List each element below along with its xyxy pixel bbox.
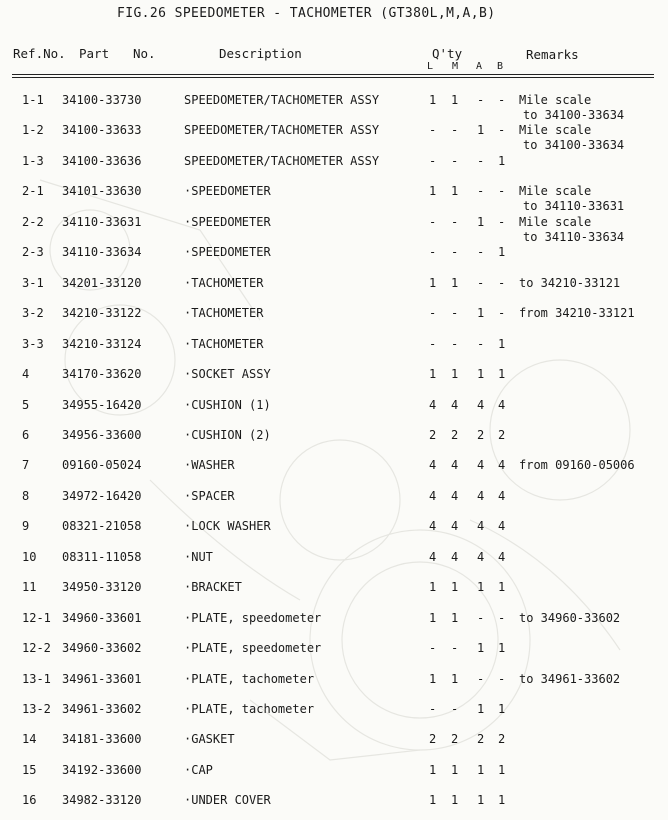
qty-b: 2 [498, 732, 506, 746]
description: ·WASHER [184, 458, 235, 472]
qty-m: 4 [451, 519, 459, 533]
qty-a: - [477, 245, 485, 259]
description: ·LOCK WASHER [184, 519, 271, 533]
header-qty: Q'ty [432, 46, 463, 61]
qty-l: - [429, 245, 437, 259]
qty-m: - [451, 154, 459, 168]
qty-a: - [477, 93, 485, 107]
qty-m: 1 [451, 580, 459, 594]
part-number: 08311-11058 [62, 550, 142, 564]
qty-m: 4 [451, 550, 459, 564]
qty-m: 1 [451, 276, 459, 290]
remark-line: to 34961-33602 [519, 672, 621, 686]
qty-l: 1 [429, 580, 437, 594]
ref-number: 5 [22, 398, 30, 412]
part-number: 34961-33601 [62, 672, 142, 686]
ref-number: 16 [22, 793, 37, 807]
part-number: 34955-16420 [62, 398, 142, 412]
qty-b: 2 [498, 428, 506, 442]
qty-l: 1 [429, 672, 437, 686]
part-number: 34982-33120 [62, 793, 142, 807]
part-number: 34950-33120 [62, 580, 142, 594]
header-qty-l: L [427, 61, 434, 72]
qty-l: 4 [429, 458, 437, 472]
qty-a: 4 [477, 519, 485, 533]
header-ref-no: Ref.No. [13, 46, 66, 61]
part-number: 34192-33600 [62, 763, 142, 777]
description: ·TACHOMETER [184, 276, 264, 290]
qty-l: - [429, 215, 437, 229]
qty-m: 1 [451, 611, 459, 625]
qty-b: - [498, 184, 506, 198]
qty-b: 1 [498, 154, 506, 168]
qty-a: - [477, 611, 485, 625]
part-number: 34100-33636 [62, 154, 142, 168]
qty-l: 1 [429, 763, 437, 777]
description: ·SPACER [184, 489, 235, 503]
qty-l: 2 [429, 428, 437, 442]
qty-a: 2 [477, 428, 485, 442]
part-number: 34110-33631 [62, 215, 142, 229]
description: ·BRACKET [184, 580, 242, 594]
qty-m: - [451, 123, 459, 137]
qty-m: 2 [451, 732, 459, 746]
part-number: 34960-33601 [62, 611, 142, 625]
description: ·SPEEDOMETER [184, 184, 271, 198]
header-qty-a: A [476, 61, 483, 72]
qty-l: - [429, 123, 437, 137]
remark-line: to 34100-33634 [523, 138, 625, 152]
description: SPEEDOMETER/TACHOMETER ASSY [184, 154, 380, 168]
qty-l: - [429, 641, 437, 655]
qty-m: 1 [451, 93, 459, 107]
figure-title: FIG.26 SPEEDOMETER - TACHOMETER (GT380L,M,A,B) [117, 6, 496, 21]
ref-number: 12-1 [22, 611, 51, 625]
qty-a: 1 [477, 215, 485, 229]
part-number: 34181-33600 [62, 732, 142, 746]
qty-l: 4 [429, 398, 437, 412]
qty-m: - [451, 306, 459, 320]
header-part: Part [79, 46, 110, 61]
description: SPEEDOMETER/TACHOMETER ASSY [184, 93, 380, 107]
qty-l: - [429, 337, 437, 351]
qty-a: - [477, 337, 485, 351]
qty-m: 4 [451, 458, 459, 472]
qty-a: 4 [477, 550, 485, 564]
description: ·PLATE, tachometer [184, 672, 315, 686]
ref-number: 12-2 [22, 641, 51, 655]
qty-b: 1 [498, 245, 506, 259]
qty-l: - [429, 306, 437, 320]
qty-a: 1 [477, 641, 485, 655]
description: ·TACHOMETER [184, 337, 264, 351]
description: ·CUSHION (1) [184, 398, 271, 412]
qty-l: 1 [429, 184, 437, 198]
part-number: 34170-33620 [62, 367, 142, 381]
remark-line: Mile scale [519, 215, 592, 229]
qty-b: - [498, 276, 506, 290]
qty-b: 1 [498, 793, 506, 807]
ref-number: 1-1 [22, 93, 44, 107]
qty-b: 1 [498, 337, 506, 351]
part-number: 34210-33122 [62, 306, 142, 320]
qty-l: 1 [429, 367, 437, 381]
part-number: 34100-33633 [62, 123, 142, 137]
part-number: 34961-33602 [62, 702, 142, 716]
qty-l: - [429, 154, 437, 168]
ref-number: 9 [22, 519, 30, 533]
qty-b: 1 [498, 763, 506, 777]
qty-a: 1 [477, 580, 485, 594]
description: ·TACHOMETER [184, 306, 264, 320]
ref-number: 2-2 [22, 215, 44, 229]
qty-a: 1 [477, 763, 485, 777]
part-number: 34201-33120 [62, 276, 142, 290]
ref-number: 1-2 [22, 123, 44, 137]
ref-number: 3-2 [22, 306, 44, 320]
qty-m: - [451, 337, 459, 351]
part-number: 34100-33730 [62, 93, 142, 107]
remark-line: Mile scale [519, 93, 592, 107]
qty-b: 4 [498, 398, 506, 412]
qty-a: 4 [477, 458, 485, 472]
remark-line: to 34100-33634 [523, 108, 625, 122]
ref-number: 3-3 [22, 337, 44, 351]
qty-a: - [477, 184, 485, 198]
description: ·GASKET [184, 732, 235, 746]
part-number: 09160-05024 [62, 458, 142, 472]
qty-a: 1 [477, 367, 485, 381]
ref-number: 15 [22, 763, 37, 777]
qty-b: 4 [498, 550, 506, 564]
qty-l: 1 [429, 276, 437, 290]
qty-l: 1 [429, 93, 437, 107]
part-number: 34956-33600 [62, 428, 142, 442]
qty-m: 1 [451, 367, 459, 381]
header-description: Description [219, 46, 302, 61]
part-number: 34110-33634 [62, 245, 142, 259]
qty-m: - [451, 245, 459, 259]
ref-number: 1-3 [22, 154, 44, 168]
ref-number: 13-2 [22, 702, 51, 716]
qty-b: 4 [498, 519, 506, 533]
qty-m: 1 [451, 793, 459, 807]
description: ·CUSHION (2) [184, 428, 271, 442]
qty-a: 2 [477, 732, 485, 746]
qty-a: - [477, 276, 485, 290]
qty-b: - [498, 93, 506, 107]
part-number: 08321-21058 [62, 519, 142, 533]
qty-b: - [498, 215, 506, 229]
qty-l: 1 [429, 793, 437, 807]
qty-m: - [451, 702, 459, 716]
description: ·PLATE, speedometer [184, 641, 322, 655]
qty-b: 1 [498, 702, 506, 716]
qty-a: 1 [477, 702, 485, 716]
part-number: 34101-33630 [62, 184, 142, 198]
qty-a: - [477, 154, 485, 168]
qty-m: 4 [451, 398, 459, 412]
qty-m: - [451, 215, 459, 229]
qty-l: 2 [429, 732, 437, 746]
qty-m: 2 [451, 428, 459, 442]
ref-number: 6 [22, 428, 30, 442]
qty-b: 4 [498, 489, 506, 503]
remark-line: Mile scale [519, 184, 592, 198]
header-rule-bottom [12, 77, 654, 78]
qty-m: 4 [451, 489, 459, 503]
header-remarks: Remarks [526, 47, 579, 62]
ref-number: 13-1 [22, 672, 51, 686]
qty-m: - [451, 641, 459, 655]
qty-b: - [498, 672, 506, 686]
qty-l: - [429, 702, 437, 716]
remark-line: to 34210-33121 [519, 276, 621, 290]
qty-a: 4 [477, 398, 485, 412]
ref-number: 3-1 [22, 276, 44, 290]
qty-b: - [498, 306, 506, 320]
description: ·PLATE, speedometer [184, 611, 322, 625]
description: ·UNDER COVER [184, 793, 271, 807]
description: ·SPEEDOMETER [184, 215, 271, 229]
qty-m: 1 [451, 184, 459, 198]
qty-m: 1 [451, 763, 459, 777]
qty-l: 1 [429, 611, 437, 625]
qty-b: 4 [498, 458, 506, 472]
ref-number: 4 [22, 367, 30, 381]
description: ·SOCKET ASSY [184, 367, 271, 381]
remark-line: to 34110-33634 [523, 230, 625, 244]
qty-a: - [477, 672, 485, 686]
part-number: 34972-16420 [62, 489, 142, 503]
description: ·SPEEDOMETER [184, 245, 271, 259]
ref-number: 2-1 [22, 184, 44, 198]
qty-l: 4 [429, 550, 437, 564]
header-rule-top [12, 74, 654, 75]
remark-line: from 09160-05006 [519, 458, 635, 472]
qty-a: 1 [477, 793, 485, 807]
ref-number: 2-3 [22, 245, 44, 259]
description: ·CAP [184, 763, 213, 777]
part-number: 34960-33602 [62, 641, 142, 655]
qty-a: 4 [477, 489, 485, 503]
description: SPEEDOMETER/TACHOMETER ASSY [184, 123, 380, 137]
header-qty-b: B [497, 61, 504, 72]
description: ·NUT [184, 550, 213, 564]
ref-number: 7 [22, 458, 30, 472]
header-no: No. [133, 46, 156, 61]
qty-m: 1 [451, 672, 459, 686]
remark-line: from 34210-33121 [519, 306, 635, 320]
ref-number: 14 [22, 732, 37, 746]
qty-l: 4 [429, 489, 437, 503]
header-qty-m: M [452, 61, 459, 72]
qty-b: 1 [498, 641, 506, 655]
qty-a: 1 [477, 123, 485, 137]
qty-b: - [498, 611, 506, 625]
qty-l: 4 [429, 519, 437, 533]
qty-b: - [498, 123, 506, 137]
remark-line: Mile scale [519, 123, 592, 137]
ref-number: 10 [22, 550, 37, 564]
qty-a: 1 [477, 306, 485, 320]
ref-number: 8 [22, 489, 30, 503]
description: ·PLATE, tachometer [184, 702, 315, 716]
remark-line: to 34960-33602 [519, 611, 621, 625]
remark-line: to 34110-33631 [523, 199, 625, 213]
qty-b: 1 [498, 580, 506, 594]
ref-number: 11 [22, 580, 37, 594]
part-number: 34210-33124 [62, 337, 142, 351]
qty-b: 1 [498, 367, 506, 381]
